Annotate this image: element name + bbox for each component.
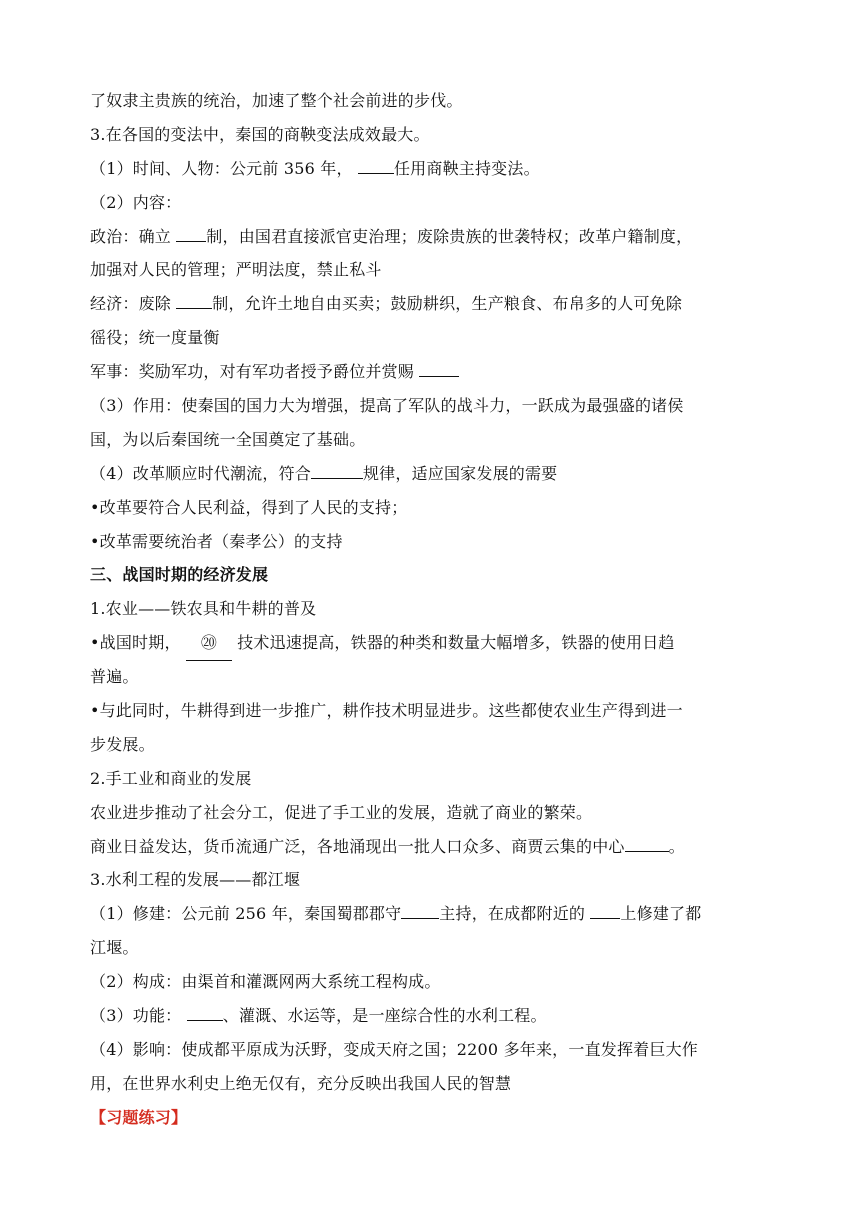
text-line — [90, 999, 780, 1033]
text-line — [90, 525, 780, 559]
fill-blank[interactable] — [419, 362, 459, 377]
document-page — [90, 84, 780, 1135]
paragraph-text: 制，允许土地自由买卖；鼓励耕织，生产粮食、布帛多的人可免除 — [212, 294, 683, 314]
subsection-title: 2.手工业和商业的发展 — [90, 768, 252, 788]
paragraph-text: 、灌溉、水运等，是一座综合性的水利工程。 — [222, 1006, 547, 1026]
subsection-title: 3.在各国的变法中，秦国的商鞅变法成效最大。 — [90, 124, 430, 144]
text-line — [90, 1067, 780, 1101]
text-line — [90, 694, 780, 728]
paragraph-text: 任用商鞅主持变法。 — [393, 158, 540, 178]
fill-blank[interactable] — [401, 904, 439, 919]
text-line — [90, 830, 780, 864]
text-line — [90, 389, 780, 423]
text-line — [90, 253, 780, 287]
text-line — [90, 626, 780, 660]
text-line — [90, 118, 780, 152]
text-line — [90, 660, 780, 694]
text-line — [90, 762, 780, 796]
exercise-heading — [90, 1101, 780, 1135]
paragraph-text: （3）作用：使秦国的国力大为增强，提高了军队的战斗力，一跃成为最强盛的诸侯 — [90, 396, 684, 416]
bullet-item: •改革需要统治者（秦孝公）的支持 — [90, 531, 343, 551]
fill-blank[interactable] — [176, 227, 206, 242]
text-line — [90, 220, 780, 254]
paragraph-text: 经济：废除 — [90, 294, 177, 314]
paragraph-text: 加强对人民的管理；严明法度，禁止私斗 — [90, 260, 382, 280]
paragraph-text: （1）时间、人物：公元前 356 年， — [90, 158, 358, 178]
text-line — [90, 965, 780, 999]
numbered-blank[interactable]: ⑳ — [186, 626, 232, 661]
bullet-item: •与此同时，牛耕得到进一步推广，耕作技术明显进步。这些都使农业生产得到进一 — [90, 701, 683, 721]
text-line — [90, 186, 780, 220]
text-line — [90, 796, 780, 830]
paragraph-text: 农业进步推动了社会分工，促进了手工业的发展，造就了商业的繁荣。 — [90, 802, 593, 822]
paragraph-text: 国，为以后秦国统一全国奠定了基础。 — [90, 429, 366, 449]
text-line — [90, 84, 780, 118]
paragraph-text: 主持，在成都附近的 — [439, 904, 591, 924]
paragraph-text: 技术迅速提高，铁器的种类和数量大幅增多，铁器的使用日趋 — [231, 633, 675, 653]
subsection-title: 3.水利工程的发展——都江堰 — [90, 870, 301, 890]
fill-blank[interactable] — [625, 837, 669, 852]
paragraph-text: 政治：确立 — [90, 226, 177, 246]
bullet-item: •改革要符合人民利益，得到了人民的支持； — [90, 497, 408, 517]
fill-blank[interactable] — [358, 159, 394, 174]
text-line — [90, 423, 780, 457]
section-heading-text: 三、战国时期的经济发展 — [90, 565, 269, 585]
text-line — [90, 863, 780, 897]
fill-blank[interactable] — [176, 294, 212, 309]
paragraph-text: 徭役；统一度量衡 — [90, 328, 220, 348]
text-line — [90, 592, 780, 626]
paragraph-text: 江堰。 — [90, 938, 139, 958]
text-line — [90, 457, 780, 491]
paragraph-text: 用，在世界水利史上绝无仅有，充分反映出我国人民的智慧 — [90, 1073, 512, 1093]
subsection-title: 1.农业——铁农具和牛耕的普及 — [90, 599, 317, 619]
paragraph-text: 商业日益发达，货币流通广泛，各地涌现出一批人口众多、商贾云集的中心 — [90, 836, 625, 856]
bullet-item: •战国时期， — [90, 633, 186, 653]
exercise-heading-text: 【习题练习】 — [90, 1107, 188, 1127]
paragraph-text: （4）影响：使成都平原成为沃野，变成天府之国；2200 多年来，一直发挥着巨大作 — [90, 1039, 698, 1059]
paragraph-text: 制，由国君直接派官吏治理；废除贵族的世袭特权；改革户籍制度， — [206, 226, 693, 246]
text-line — [90, 152, 780, 186]
paragraph-text: （3）功能： — [90, 1006, 187, 1026]
paragraph-text: 。 — [668, 836, 685, 856]
paragraph-text: 普遍。 — [90, 667, 139, 687]
fill-blank[interactable] — [590, 904, 620, 919]
paragraph-text: （4）改革顺应时代潮流，符合 — [90, 463, 311, 483]
fill-blank[interactable] — [311, 464, 363, 479]
text-line — [90, 1033, 780, 1067]
text-line — [90, 355, 780, 389]
paragraph-text: 规律，适应国家发展的需要 — [362, 463, 558, 483]
paragraph-text: 上修建了都 — [620, 904, 702, 924]
text-line — [90, 321, 780, 355]
paragraph-text: （2）构成：由渠首和灌溉网两大系统工程构成。 — [90, 972, 441, 992]
section-heading — [90, 558, 780, 592]
text-line — [90, 728, 780, 762]
paragraph-text: 军事：奖励军功，对有军功者授予爵位并赏赐 — [90, 362, 420, 382]
text-line — [90, 931, 780, 965]
fill-blank[interactable] — [187, 1006, 223, 1021]
paragraph-text: （1）修建：公元前 256 年，秦国蜀郡郡守 — [90, 904, 402, 924]
paragraph-text: 了奴隶主贵族的统治，加速了整个社会前进的步伐。 — [90, 91, 463, 110]
text-line — [90, 287, 780, 321]
text-line — [90, 897, 780, 931]
paragraph-text: 步发展。 — [90, 734, 155, 754]
paragraph-text: （2）内容： — [90, 192, 182, 212]
text-line — [90, 491, 780, 525]
